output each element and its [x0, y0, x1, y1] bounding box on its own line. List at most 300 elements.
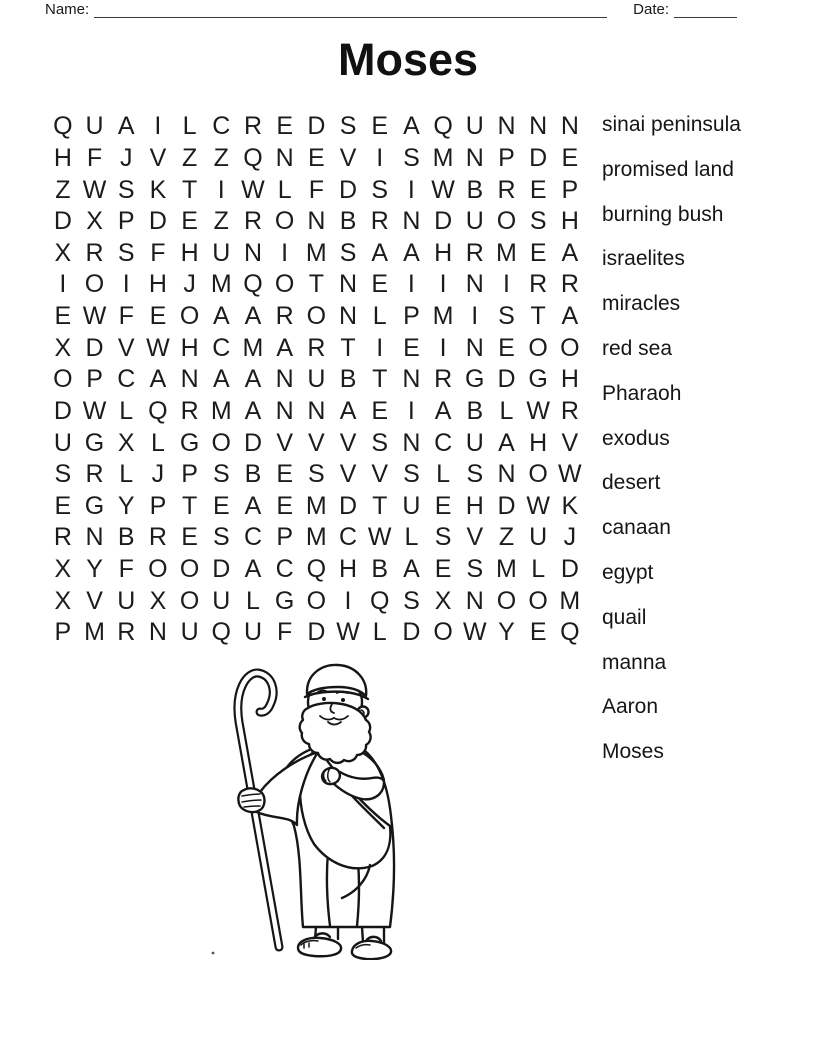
grid-letter: M — [210, 396, 232, 425]
word-list-item: Pharaoh — [602, 381, 682, 405]
grid-letter: A — [371, 238, 389, 267]
grid-letter: S — [117, 238, 135, 267]
grid-letter: P — [54, 618, 72, 647]
grid-letter: P — [181, 460, 198, 489]
word-list-item: promised land — [602, 157, 734, 181]
grid-letter: P — [561, 175, 579, 204]
grid-letter: N — [307, 396, 326, 425]
grid-letter: Q — [369, 586, 390, 615]
grid-letter: S — [403, 586, 420, 615]
grid-letter: A — [434, 396, 452, 425]
grid-letter: L — [372, 302, 387, 331]
grid-letter: I — [154, 112, 162, 141]
grid-letter: M — [305, 238, 327, 267]
grid-letter: Q — [243, 143, 263, 172]
grid-letter: I — [122, 270, 130, 299]
grid-letter: A — [498, 428, 515, 457]
word-list-item: egypt — [602, 560, 654, 584]
grid-letter: Q — [211, 618, 231, 647]
grid-letter: I — [407, 396, 415, 425]
grid-letter: D — [497, 365, 516, 394]
grid-letter: N — [465, 270, 484, 299]
grid-letter: B — [244, 460, 262, 489]
grid-letter: H — [434, 238, 453, 267]
grid-letter: V — [86, 586, 103, 615]
grid-letter: D — [560, 555, 579, 584]
grid-letter: S — [403, 460, 420, 489]
grid-letter: P — [86, 365, 103, 394]
eye-left — [322, 697, 326, 701]
grid-letter: O — [496, 586, 517, 615]
grid-letter: U — [529, 523, 548, 552]
grid-letter: F — [86, 143, 103, 172]
grid-letter: F — [308, 175, 324, 204]
grid-letter: H — [148, 270, 167, 299]
grid-letter: H — [339, 555, 358, 584]
grid-letter: E — [498, 333, 515, 362]
grid-letter: L — [150, 428, 165, 457]
grid-letter: T — [530, 302, 546, 331]
word-list-item: quail — [602, 605, 647, 629]
grid-letter: V — [339, 460, 357, 489]
grid-letter: O — [274, 207, 295, 236]
grid-letter: A — [244, 302, 262, 331]
grid-letter: A — [244, 396, 262, 425]
grid-letter: Z — [498, 523, 515, 552]
grid-letter: Q — [148, 396, 168, 425]
grid-letter: U — [85, 112, 104, 141]
grid-letter: I — [471, 302, 479, 331]
grid-letter: V — [561, 428, 579, 457]
grid-letter: L — [119, 396, 134, 425]
grid-letter: I — [281, 238, 289, 267]
grid-letter: X — [54, 333, 72, 362]
grid-letter: X — [54, 586, 72, 615]
grid-letter: W — [526, 396, 550, 425]
grid-letter: A — [244, 491, 262, 520]
grid-letter: M — [432, 143, 454, 172]
grid-letter: K — [561, 491, 579, 520]
grid-letter: K — [149, 175, 167, 204]
grid-letter: E — [181, 523, 198, 552]
grid-letter: A — [403, 238, 420, 267]
grid-letter: A — [403, 555, 420, 584]
grid-letter: I — [407, 175, 415, 204]
grid-letter: A — [276, 333, 293, 362]
grid-letter: E — [149, 302, 167, 331]
grid-letter: I — [439, 333, 447, 362]
grid-letter: W — [367, 523, 392, 552]
grid-letter: T — [372, 365, 388, 394]
grid-letter: N — [339, 270, 358, 299]
grid-letter: D — [339, 175, 358, 204]
grid-letter: U — [243, 618, 262, 647]
grid-letter: R — [307, 333, 326, 362]
grid-letter: N — [339, 302, 358, 331]
grid-letter: B — [466, 396, 484, 425]
grid-letter: S — [403, 143, 420, 172]
grid-letter: E — [529, 238, 547, 267]
grid-letter: I — [59, 270, 67, 299]
grid-letter: I — [502, 270, 510, 299]
grid-letter: N — [465, 143, 484, 172]
grid-letter: V — [339, 428, 357, 457]
grid-letter: J — [119, 143, 133, 172]
grid-letter: R — [434, 365, 453, 394]
grid-letter: X — [434, 586, 452, 615]
grid-letter: E — [54, 491, 72, 520]
grid-letter: R — [560, 270, 579, 299]
grid-letter: E — [434, 491, 452, 520]
grid-letter: S — [308, 460, 325, 489]
grid-letter: G — [274, 586, 295, 615]
grid-letter: A — [212, 365, 230, 394]
grid-letter: M — [496, 555, 517, 584]
grid-letter: S — [466, 555, 484, 584]
grid-letter: D — [243, 428, 262, 457]
grid-letter: U — [212, 238, 231, 267]
grid-letter: Z — [213, 143, 229, 172]
grid-letter: O — [53, 365, 73, 394]
word-list-item: Moses — [602, 740, 664, 764]
grid-letter: H — [560, 207, 579, 236]
grid-letter: S — [212, 460, 230, 489]
grid-letter: Q — [243, 270, 263, 299]
grid-letter: U — [465, 112, 484, 141]
grid-letter: I — [217, 175, 225, 204]
grid-letter: M — [432, 302, 454, 331]
grid-letter: E — [276, 491, 293, 520]
grid-letter: V — [371, 460, 389, 489]
grid-letter: D — [53, 396, 72, 425]
grid-letter: V — [276, 428, 293, 457]
grid-letter: R — [117, 618, 136, 647]
grid-letter: T — [372, 491, 388, 520]
grid-letter: A — [244, 365, 262, 394]
grid-letter: A — [244, 555, 262, 584]
grid-letter: R — [243, 207, 262, 236]
grid-letter: H — [560, 365, 579, 394]
grid-letter: R — [243, 112, 262, 141]
grid-letter: P — [403, 302, 420, 331]
grid-letter: M — [210, 270, 232, 299]
grid-letter: S — [434, 523, 452, 552]
grid-letter: R — [560, 396, 579, 425]
grid-letter: O — [274, 270, 295, 299]
grid-letter: H — [529, 428, 548, 457]
grid-letter: S — [498, 302, 515, 331]
grid-letter: M — [496, 238, 517, 267]
grid-letter: N — [497, 112, 516, 141]
grid-letter: O — [528, 333, 548, 362]
grid-letter: N — [560, 112, 579, 141]
grid-letter: O — [496, 207, 517, 236]
grid-letter: T — [181, 175, 198, 204]
grid-letter: V — [149, 143, 167, 172]
grid-letter: A — [212, 302, 230, 331]
grid-letter: N — [402, 365, 421, 394]
grid-letter: E — [276, 460, 293, 489]
word-list-item: manna — [602, 650, 667, 674]
grid-letter: N — [307, 207, 326, 236]
name-label: Name: — [45, 1, 90, 18]
grid-letter: R — [85, 238, 104, 267]
grid-letter: A — [339, 396, 357, 425]
grid-letter: B — [117, 523, 135, 552]
grid-letter: R — [148, 523, 167, 552]
grid-letter: N — [465, 333, 484, 362]
grid-letter: W — [146, 333, 170, 362]
grid-letter: M — [305, 491, 327, 520]
grid-letter: O — [528, 460, 548, 489]
grid-letter: W — [336, 618, 360, 647]
grid-letter: N — [275, 396, 294, 425]
grid-letter: X — [117, 428, 135, 457]
grid-letter: W — [526, 491, 550, 520]
grid-letter: J — [563, 523, 577, 552]
grid-letter: B — [339, 207, 357, 236]
grid-letter: E — [434, 555, 452, 584]
grid-letter: I — [439, 270, 447, 299]
word-list-item: red sea — [602, 336, 673, 360]
grid-letter: S — [371, 175, 389, 204]
word-list-item: israelites — [602, 247, 685, 271]
grid-letter: D — [339, 491, 358, 520]
grid-letter: G — [84, 428, 105, 457]
grid-letter: A — [403, 112, 420, 141]
word-search-grid — [47, 111, 586, 649]
puzzle-title: Moses — [337, 34, 479, 85]
word-list-item: burning bush — [602, 202, 724, 226]
grid-letter: Q — [53, 112, 73, 141]
grid-letter: P — [117, 207, 135, 236]
grid-letter: E — [529, 618, 547, 647]
grid-letter: T — [181, 491, 198, 520]
grid-letter: E — [371, 396, 389, 425]
grid-letter: Z — [181, 143, 198, 172]
word-list-item: sinai peninsula — [602, 113, 741, 136]
grid-letter: S — [339, 112, 357, 141]
print-dot — [212, 952, 215, 955]
name-blank-line — [94, 5, 607, 18]
grid-letter: Q — [560, 618, 580, 647]
grid-letter: I — [344, 586, 352, 615]
grid-letter: G — [465, 365, 485, 394]
right-sandal — [352, 937, 391, 959]
grid-letter: I — [407, 270, 415, 299]
grid-letter: C — [212, 112, 231, 141]
grid-letter: Z — [213, 207, 229, 236]
grid-letter: R — [370, 207, 389, 236]
grid-letter: C — [117, 365, 136, 394]
grid-letter: S — [212, 523, 230, 552]
grid-letter: X — [149, 586, 167, 615]
grid-letter: J — [151, 460, 165, 489]
grid-letter: D — [434, 207, 453, 236]
grid-letter: X — [54, 238, 72, 267]
grid-letter: N — [148, 618, 167, 647]
grid-letter: V — [339, 143, 357, 172]
grid-letter: G — [528, 365, 548, 394]
grid-letter: V — [308, 428, 325, 457]
date-blank-line — [674, 5, 737, 18]
word-list-item: canaan — [602, 516, 671, 540]
date-label: Date: — [633, 1, 669, 18]
grid-letter: Y — [117, 491, 135, 520]
grid-letter: S — [117, 175, 135, 204]
grid-letter: O — [84, 270, 105, 299]
grid-letter: U — [212, 586, 231, 615]
grid-letter: N — [497, 460, 516, 489]
grid-letter: O — [528, 586, 548, 615]
grid-letter: R — [497, 175, 516, 204]
grid-letter: E — [181, 207, 198, 236]
grid-letter: F — [118, 302, 134, 331]
grid-letter: A — [117, 112, 135, 141]
grid-letter: A — [149, 365, 167, 394]
grid-letter: B — [339, 365, 357, 394]
grid-letter: R — [85, 460, 104, 489]
grid-letter: O — [433, 618, 453, 647]
word-list-item: desert — [602, 471, 661, 495]
grid-letter: Y — [86, 555, 103, 584]
grid-letter: D — [85, 333, 104, 362]
grid-letter: L — [499, 396, 514, 425]
word-list-item: miracles — [602, 292, 681, 316]
grid-letter: E — [529, 175, 547, 204]
grid-letter: N — [402, 207, 421, 236]
grid-letter: W — [431, 175, 455, 204]
grid-letter: D — [307, 112, 326, 141]
grid-letter: N — [180, 365, 199, 394]
grid-letter: A — [561, 238, 579, 267]
grid-letter: G — [179, 428, 200, 457]
grid-letter: V — [117, 333, 135, 362]
grid-letter: Y — [498, 618, 515, 647]
grid-letter: S — [339, 238, 357, 267]
grid-letter: N — [529, 112, 548, 141]
grid-letter: N — [243, 238, 262, 267]
grid-letter: L — [436, 460, 451, 489]
moses-illustration — [200, 660, 430, 960]
worksheet-header — [45, 2, 737, 18]
grid-letter: D — [402, 618, 421, 647]
grid-letter: W — [462, 618, 487, 647]
eye-right — [341, 698, 345, 702]
grid-letter: W — [82, 302, 107, 331]
grid-letter: C — [212, 333, 231, 362]
grid-letter: Q — [306, 555, 327, 584]
grid-letter: M — [84, 618, 105, 647]
grid-letter: M — [305, 523, 327, 552]
grid-letter: U — [53, 428, 72, 457]
grid-letter: R — [275, 302, 294, 331]
hand-on-staff — [238, 788, 264, 812]
grid-letter: A — [561, 302, 579, 331]
grid-letter: O — [560, 333, 580, 362]
grid-letter: U — [117, 586, 136, 615]
grid-letter: W — [82, 396, 107, 425]
grid-letter: R — [529, 270, 548, 299]
grid-letter: E — [308, 143, 325, 172]
grid-letter: D — [307, 618, 326, 647]
grid-letter: P — [498, 143, 515, 172]
grid-letter: E — [561, 143, 579, 172]
grid-letter: N — [402, 428, 421, 457]
grid-letter: E — [371, 112, 389, 141]
grid-letter: U — [307, 365, 326, 394]
grid-letter: V — [466, 523, 484, 552]
grid-letter: X — [86, 207, 103, 236]
grid-letter: L — [182, 112, 197, 141]
grid-letter: P — [149, 491, 167, 520]
grid-letter: F — [277, 618, 293, 647]
grid-letter: G — [84, 491, 105, 520]
grid-letter: I — [376, 143, 384, 172]
grid-letter: Z — [55, 175, 71, 204]
grid-letter: F — [118, 555, 134, 584]
grid-letter: H — [465, 491, 484, 520]
grid-letter: N — [275, 143, 294, 172]
grid-letter: T — [308, 270, 324, 299]
grid-letter: D — [148, 207, 167, 236]
grid-letter: O — [211, 428, 231, 457]
grid-letter: O — [179, 586, 200, 615]
grid-letter: T — [340, 333, 356, 362]
grid-letter: O — [179, 555, 200, 584]
grid-letter: W — [82, 175, 107, 204]
grid-letter: L — [119, 460, 134, 489]
grid-letter: C — [243, 523, 262, 552]
grid-letter: O — [306, 586, 327, 615]
grid-letter: L — [277, 175, 292, 204]
word-list — [602, 103, 741, 775]
grid-letter: N — [275, 365, 294, 394]
word-list-item: exodus — [602, 426, 670, 450]
grid-letter: J — [183, 270, 196, 299]
grid-letter: U — [180, 618, 199, 647]
grid-letter: I — [376, 333, 384, 362]
grid-letter: S — [54, 460, 72, 489]
grid-letter: B — [371, 555, 389, 584]
grid-letter: D — [53, 207, 72, 236]
left-sandal — [298, 933, 341, 956]
grid-letter: N — [465, 586, 484, 615]
grid-letter: L — [246, 586, 260, 615]
grid-letter: R — [180, 396, 199, 425]
head — [300, 665, 371, 763]
grid-letter: O — [148, 555, 168, 584]
grid-letter: L — [404, 523, 419, 552]
grid-letter: D — [529, 143, 548, 172]
grid-letter: M — [559, 586, 581, 615]
grid-letter: B — [466, 175, 484, 204]
grid-letter: X — [54, 555, 72, 584]
grid-letter: H — [180, 238, 199, 267]
grid-letter: M — [242, 333, 264, 362]
grid-letter: E — [371, 270, 389, 299]
grid-letter: S — [529, 207, 547, 236]
word-list-item: Aaron — [602, 695, 659, 719]
grid-letter: O — [179, 302, 200, 331]
grid-letter: C — [434, 428, 453, 457]
grid-letter: L — [372, 618, 387, 647]
grid-letter: C — [339, 523, 358, 552]
grid-letter: E — [54, 302, 72, 331]
grid-letter: Q — [433, 112, 453, 141]
grid-letter: E — [403, 333, 420, 362]
grid-letter: U — [465, 428, 484, 457]
